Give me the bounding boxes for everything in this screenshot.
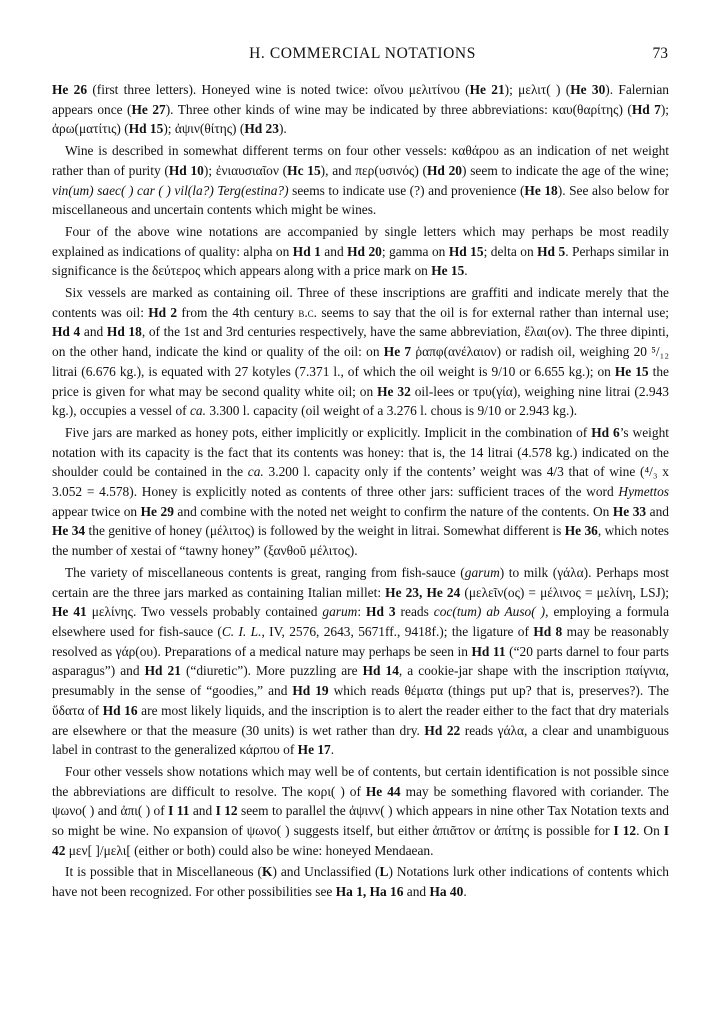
text-run: and [189, 803, 216, 819]
text-run: which reads θέματα (things put up? that is, preserves?). The ὕδατα of [52, 683, 669, 718]
text-run: μελίνης. Two vessels probably contained [86, 604, 323, 620]
text-run: ). [278, 121, 287, 137]
text-run: ). Three other kinds of wine may be indicated by three abbreviations: καυ(θαρίτης) ( [165, 101, 632, 117]
text-run: , of the 1st and 3rd centuries respectively, have the same abbreviation, ἔλαι(ον). The three dipinti, on the other hand, indicate the kind or quality of the oil: on [52, 324, 670, 360]
paragraph [52, 563, 669, 760]
text-run: oil-lees or τρυ(γία), weighing nine litrai (2.943 kg.), occupies a vessel of [52, 383, 669, 419]
text-run: appear twice on [52, 503, 141, 519]
text-run: the price is given for what may be second quality white oil; on [52, 363, 669, 399]
text-run: ). Falernian appears once ( [52, 82, 669, 117]
paragraph [52, 141, 669, 220]
reference-label: Hd 4 [52, 324, 81, 340]
text-run: Four of the above wine notations are accompanied by single letters which may perhaps be most readily explained as indications of quality: alpha on [52, 223, 669, 259]
reference-label: Hd 20 [347, 243, 382, 259]
reference-label: Hd 5 [537, 243, 566, 259]
text-run: . [464, 263, 468, 279]
reference-label: Hd 6 [591, 424, 620, 440]
reference-label: Ha 1, Ha 16 [335, 884, 404, 900]
paragraph [52, 862, 669, 901]
text-run: reads [395, 604, 434, 620]
text-run: reads γάλα, a clear and unambiguous label in contrast to the generalized κάρπου of [52, 722, 670, 758]
reference-label: He 21 [469, 82, 505, 97]
text-run: 3.300 l. capacity (oil weight of a 3.276 l. chous is 9/10 or 2.943 kg.). [205, 403, 578, 419]
text-run: and [320, 243, 348, 259]
text-run: ῥαπφ(ανέλαιον) or radish oil, weighing 20 ⁵/₁₂ litrai (6.676 kg.), is equated with 27 kotyles (7.371 l., of which the oil weight is 9/10 or 6.655 kg.); on [52, 344, 669, 379]
reference-label: Hd 14 [362, 663, 399, 679]
text-run: ); ἀψιν(θίτης) ( [163, 121, 245, 137]
text-run: vin(um) saec( ) car ( ) vil(la?) Terg(estina?) [52, 182, 289, 198]
reference-label: He 36 [564, 523, 598, 539]
paragraph [52, 283, 669, 421]
reference-label: Hd 23 [244, 121, 279, 137]
body-text [52, 80, 669, 904]
page-number: 73 [652, 45, 668, 62]
reference-label: Hd 7 [631, 101, 661, 117]
reference-label: Hd 3 [366, 604, 396, 620]
text-run: Wine is described in somewhat different terms on four other vessels: καθάρου as an indication of net weight rather than of purity ( [52, 143, 669, 178]
text-run: are most likely liquids, and the inscription is to alert the reader either to the fact that dry materials are elsewhere or that the measure (30 units) is wet rather than dry. [52, 702, 669, 738]
reference-label: Hd 2 [148, 304, 178, 320]
text-run: (first three letters). Honeyed wine is noted twice: οἴνου μελιτίνου ( [87, 82, 470, 97]
paragraph [52, 222, 669, 281]
text-run: (“20 parts darnel to four parts asparagus”) and [52, 643, 669, 679]
text-run: . [330, 742, 335, 758]
reference-label: Hd 11 [471, 643, 506, 659]
reference-label: Hd 20 [427, 162, 463, 178]
text-run: (μελεῖν(ος) = μέλινος = μελίνη, LSJ); [460, 584, 670, 600]
paragraph [52, 80, 669, 139]
text-run: Four other vessels show notations which may well be of contents, but certain identification is not possible since the abbreviations are difficult to resolve. The κορι( ) of [52, 763, 669, 799]
text-run: may be reasonably resolved as γάρ(ου). Preparations of a medical nature may perhaps be seen in [52, 623, 669, 659]
text-run: ), and περ(υσινός) ( [320, 162, 427, 178]
text-run: coc(tum) ab Auso( ) [433, 604, 546, 620]
text-run: ); ἀρω(ματίτις) ( [52, 101, 670, 137]
paragraph [52, 423, 669, 561]
reference-label: I 11 [168, 803, 190, 819]
text-run: , a cookie-jar shape with the inscription παίγνια, presumably in the sense of “goodies,” and [52, 663, 670, 699]
paragraph [52, 762, 669, 861]
text-run: ca. [189, 403, 206, 419]
running-head [53, 45, 672, 67]
reference-label: He 18 [524, 182, 558, 198]
reference-label: Ha 40 [429, 884, 464, 900]
text-run: and [80, 324, 107, 340]
text-run: Hymettos [618, 484, 669, 500]
text-run: may be something flavored with coriander. The ψωνο( ) and ἀπι( ) of [52, 783, 669, 819]
text-run: and [646, 503, 669, 519]
text-run: . [463, 884, 467, 900]
text-run: garum [322, 604, 358, 620]
reference-label: Hd 16 [102, 702, 138, 718]
reference-label: Hd 15 [448, 243, 484, 259]
reference-label: I 12 [215, 803, 238, 819]
text-run: ); ἐνιαυσιαῖον ( [203, 162, 288, 178]
reference-label: He 44 [365, 783, 401, 799]
reference-label: Hd 18 [106, 324, 142, 340]
text-run: (“diuretic”). More puzzling are [180, 663, 363, 679]
text-run: : [357, 604, 367, 620]
text-run: , IV, 2576, 2643, 5671ff., 9418f.); the ligature of [261, 623, 534, 639]
text-run: and [403, 884, 430, 900]
text-run: ). See also below for miscellaneous and uncertain contents which might be wines. [52, 182, 669, 218]
reference-label: He 33 [612, 503, 647, 519]
reference-label: Hd 1 [292, 243, 321, 259]
text-run: The variety of miscellaneous contents is great, ranging from fish-sauce ( [65, 564, 465, 580]
text-run: . On [636, 823, 664, 839]
reference-label: He 17 [297, 742, 331, 758]
text-run: ) to milk (γάλα). Perhaps most certain are the three jars marked as containing Italian millet: [52, 564, 670, 600]
text-run: ) and Unclassified ( [272, 864, 380, 880]
text-run: It is possible that in Miscellaneous ( [65, 864, 263, 880]
text-run: and combine with the noted net weight to confirm the nature of the contents. On [173, 503, 613, 519]
reference-label: He 34 [52, 523, 86, 539]
text-run: seem to parallel the ἀψινν( ) which appears in nine other Tax Notation texts and so might be wine. No expansion of ψωνο( ) suggests itself, but either ἀπιᾶτον or ἀπίτης is possible for [52, 803, 669, 839]
text-run: ); μελιτ( ) ( [504, 82, 571, 97]
text-run: b.c. [298, 304, 318, 320]
reference-label: He 30 [570, 82, 606, 97]
text-run: ) seem to indicate the age of the wine; [462, 162, 669, 178]
text-run: the genitive of honey (μέλιτος) is followed by the weight in litrai. Somewhat different is [85, 523, 565, 539]
text-run: seems to indicate use (?) and provenience ( [288, 182, 525, 198]
reference-label: He 41 [52, 604, 87, 620]
text-run: , employing a formula elsewhere used for fish-sauce ( [52, 604, 670, 639]
reference-label: Hd 10 [168, 162, 204, 178]
reference-label: Hc 15 [287, 162, 321, 178]
text-run: ca. [247, 464, 264, 480]
text-run: ’s weight notation with its capacity is the fact that its contents was honey: that is, the 14 litrai (4.578 kg.) indicated on the shoulder could be contained in the [52, 424, 669, 480]
text-run: Five jars are marked as honey pots, either implicitly or explicitly. Implicit in the combination of [65, 424, 592, 440]
text-run: Six vessels are marked as containing oil. Three of these inscriptions are graffiti and indicate merely that the contents was oil: [52, 285, 669, 320]
reference-label: Hd 21 [144, 663, 181, 679]
text-run: 3.200 l. capacity only if the contents’ weight was 4/3 that of wine (⁴/₃ x 3.052 = 4.578). Honey is explicitly noted as contents of three other jars: sufficient traces of the word [52, 464, 669, 500]
text-run: from the 4th century [177, 304, 299, 320]
reference-label: L [379, 864, 389, 880]
running-title: H. COMMERCIAL NOTATIONS [249, 45, 476, 62]
reference-label: Hd 22 [424, 722, 461, 738]
reference-label: He 7 [383, 344, 412, 360]
reference-label: Hd 8 [533, 623, 563, 639]
text-run: ) Notations lurk other indications of contents which have not been recognized. For other possibilities see [52, 864, 669, 900]
reference-label: He 26 [52, 82, 88, 97]
reference-label: He 32 [377, 383, 411, 399]
text-run: ; gamma on [381, 243, 449, 259]
reference-label: He 29 [140, 503, 174, 519]
reference-label: He 15 [431, 263, 465, 279]
reference-label: Hd 15 [128, 121, 164, 137]
reference-label: I 42 [52, 823, 669, 858]
text-run: ; delta on [483, 243, 538, 259]
reference-label: He 15 [614, 363, 649, 379]
text-run: μεν[ ]/μελι[ (either or both) could also be wine: honeyed Mendaean. [65, 842, 434, 858]
reference-label: He 27 [131, 101, 166, 117]
reference-label: He 23, He 24 [385, 584, 461, 600]
text-run: garum [464, 564, 500, 580]
reference-label: I 12 [613, 823, 637, 839]
reference-label: Hd 19 [292, 683, 329, 699]
text-run: , which notes the number of xestai of “tawny honey” (ξανθοῦ μέλιτος). [52, 523, 669, 559]
text-run: seems to say that the oil is for external rather than internal use; [317, 304, 670, 320]
text-run: . Perhaps similar in significance is the δεύτερος which appears along with a price mark on [52, 243, 669, 279]
text-run: C. I. L. [221, 623, 262, 639]
reference-label: K [262, 864, 273, 880]
